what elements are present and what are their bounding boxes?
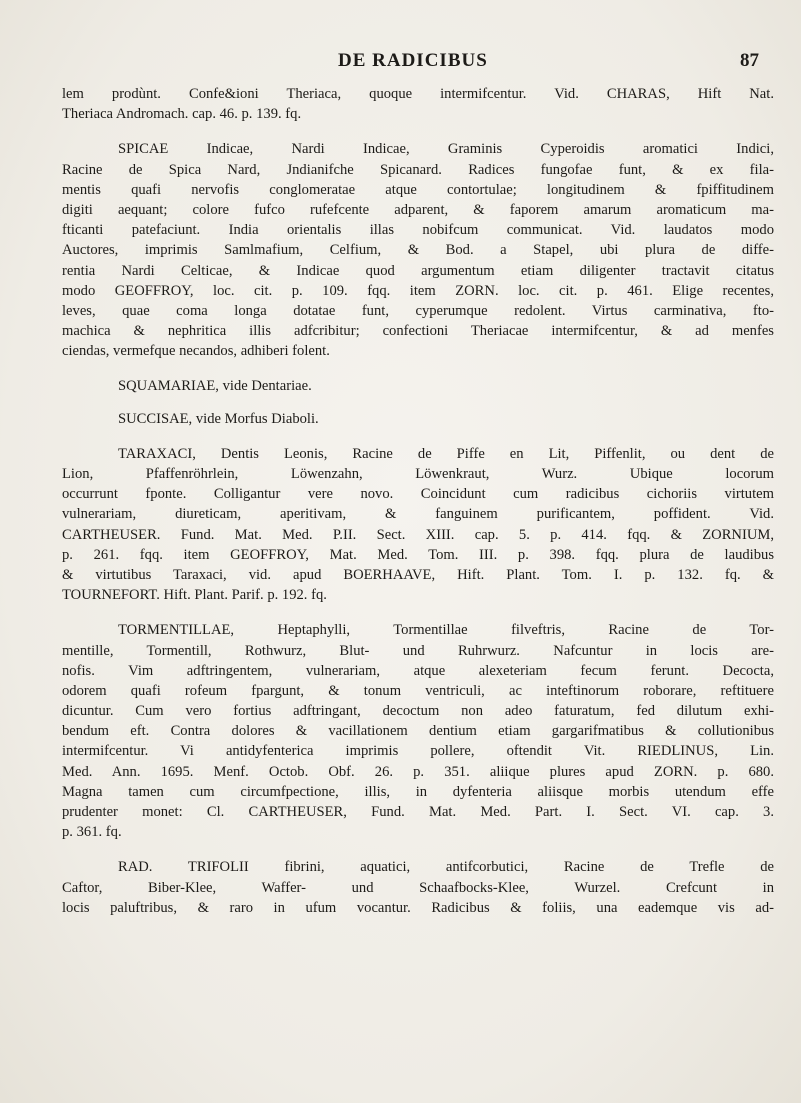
text-line: odorem quafi rofeum fpargunt, & tonum ventriculi, ac inteftinorum roborare, reftituere (62, 682, 774, 699)
page-number: 87 (740, 50, 759, 71)
entry-squamariae (62, 376, 774, 396)
text-line: Racine de Spica Nard, Jndianifche Spicanard. Radices fungofae funt, & ex fila- (62, 161, 774, 178)
entry-tormentillae (62, 620, 774, 842)
entry-spica-indica (62, 139, 774, 361)
text-line: Theriaca Andromach. cap. 46. p. 139. fq. (62, 106, 302, 123)
text-line: mentille, Tormentill, Rothwurz, Blut- und Ruhrwurz. Nafcuntur in locis are- (62, 642, 774, 659)
text-line: leves, quae coma longa dotatae funt, cyperumque redolent. Virtus carminativa, fto- (62, 302, 774, 319)
text-line: fticanti patefaciunt. India orientalis illas nobifcum communicat. Vid. laudatos modo (62, 222, 774, 239)
text-line: mentis quafi nervofis conglomeratae atque contortulae; longitudinem & fpiffitudinem (62, 181, 774, 198)
entry-heading-line: SUCCISAE, vide Morfus Diaboli. (118, 410, 319, 427)
text-line: locis paluftribus, & raro in ufum vocantur. Radicibus & foliis, una eademque vis ad- (62, 899, 774, 916)
text-line: TOURNEFORT. Hift. Plant. Parif. p. 192. fq. (62, 587, 327, 604)
entry-theriaca-continuation (62, 84, 774, 124)
text-line: dicuntur. Cum vero fortius adftringant, decoctum non adeo faturatum, fed dilutum exhi- (62, 703, 774, 720)
entry-heading-line: TORMENTILLAE, Heptaphylli, Tormentillae filveftris, Racine de Tor- (118, 622, 774, 639)
entry-heading-line: SPICAE Indicae, Nardi Indicae, Graminis Cyperoidis aromatici Indici, (118, 141, 774, 158)
text-line: vulnerariam, diureticam, aperitivam, & fanguinem purificantem, poffident. Vid. (62, 506, 774, 523)
text-line: bendum eft. Contra dolores & vacillationem dentium etiam gargarifmatibus & collutionibus (62, 723, 774, 740)
text-line: occurrunt fponte. Colligantur vere novo. Coincidunt cum radicibus cichoriis virtutem (62, 486, 774, 503)
text-line: p. 361. fq. (62, 824, 122, 841)
entry-succisae (62, 409, 774, 429)
text-line: prudenter monet: Cl. CARTHEUSER, Fund. Mat. Med. Part. I. Sect. VI. cap. 3. (62, 804, 774, 820)
running-head: DE RADICIBUS (338, 50, 488, 71)
text-line: digiti aequant; colore fufco rufefcente adparent, & faporem amarum aromaticum ma- (62, 201, 774, 218)
page-header (0, 50, 801, 80)
body-text (62, 84, 774, 918)
text-line: machica & nephritica illis adfcribitur; confectioni Theriacae intermifcentur, & ad menfes (62, 323, 774, 340)
entry-trifolii (62, 857, 774, 918)
entry-taraxaci (62, 444, 774, 606)
entry-heading-line: TARAXACI, Dentis Leonis, Racine de Piffe en Lit, Piffenlit, ou dent de (118, 445, 774, 462)
entry-heading-line: RAD. TRIFOLII fibrini, aquatici, antifcorbutici, Racine de Trefle de (118, 859, 774, 876)
text-line: nofis. Vim adftringentem, vulnerariam, atque alexeteriam fecum ferunt. Decocta, (62, 662, 774, 679)
text-line: ciendas, vermefque necandos, adhiberi folent. (62, 343, 330, 360)
text-line: intermifcentur. Vi antidyfenterica imprimis pollere, oftendit Vit. RIEDLINUS, Lin. (62, 743, 774, 760)
text-line: Med. Ann. 1695. Menf. Octob. Obf. 26. p. 351. aliique plures apud ZORN. p. 680. (62, 763, 774, 780)
text-line: rentia Nardi Celticae, & Indicae quod argumentum etiam diligenter tractavit citatus (62, 262, 774, 279)
text-line: lem prodùnt. Confe&ioni Theriaca, quoque intermifcentur. Vid. CHARAS, Hift Nat. (62, 86, 774, 102)
text-line: Magna tamen cum circumfpectione, illis, in dyfenteria aliisque morbis utendum effe (62, 783, 774, 800)
text-line: Auctores, imprimis Samlmafium, Celfium, & Bod. a Stapel, ubi plura de diffe- (62, 242, 774, 259)
entry-heading-line: SQUAMARIAE, vide Dentariae. (118, 378, 312, 395)
text-line: Lion, Pfaffenröhrlein, Löwenzahn, Löwenkraut, Wurz. Ubique locorum (62, 466, 774, 482)
text-line: p. 261. fqq. item GEOFFROY, Mat. Med. Tom. III. p. 398. fqq. plura de laudibus (62, 546, 774, 563)
text-line: Caftor, Biber-Klee, Waffer- und Schaafbocks-Klee, Wurzel. Crefcunt in (62, 879, 774, 896)
text-line: modo GEOFFROY, loc. cit. p. 109. fqq. item ZORN. loc. cit. p. 461. Elige recentes, (62, 282, 774, 299)
text-line: & virtutibus Taraxaci, vid. apud BOERHAAVE, Hift. Plant. Tom. I. p. 132. fq. & (62, 566, 774, 583)
text-line: CARTHEUSER. Fund. Mat. Med. P.II. Sect. XIII. cap. 5. p. 414. fqq. & ZORNIUM, (62, 526, 774, 543)
